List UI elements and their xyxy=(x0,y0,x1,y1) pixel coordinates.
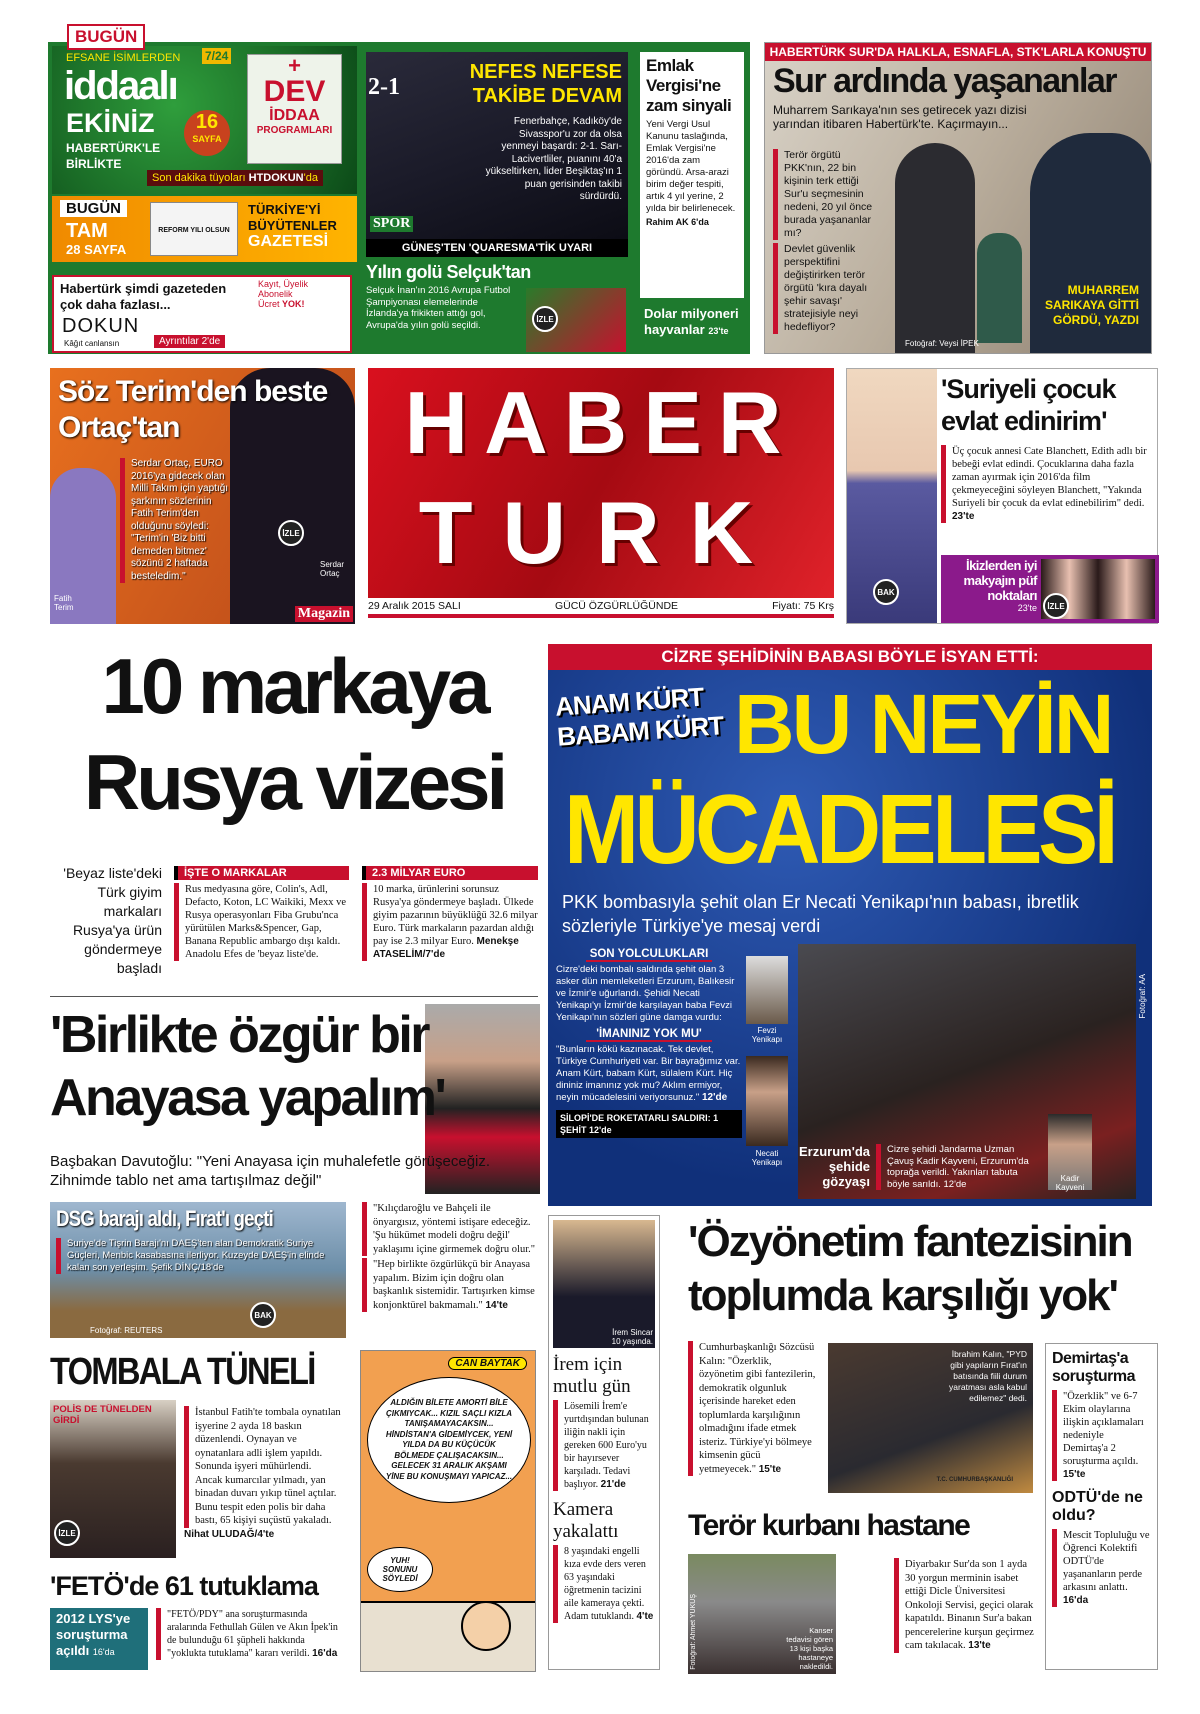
cizre-deck: PKK bombasıyla şehit olan Er Necati Yenikapı'nın babası, ibretlik sözleriyle Türkiye'ye mesaj verdi xyxy=(562,892,1079,936)
anayasa-quote-1: "Kılıçdaroğlu ve Bahçeli ile önyargısız, yöntemi istişare edeceğiz. 'Şu hükümet modeli doğru değil' yaklaşımı içine girmemek doğru olur." xyxy=(362,1202,538,1256)
ozyonetim-ref: 15'te xyxy=(758,1463,782,1475)
dev-label-3: PROGRAMLARI xyxy=(256,125,333,136)
tunnel-photo-tag: POLİS DE TÜNELDEN GİRDİ xyxy=(53,1404,152,1426)
kamera-ref: 4'te xyxy=(636,1611,654,1622)
kamera-body xyxy=(553,1545,655,1623)
ortac-caption: Serdar Ortaç xyxy=(320,560,345,578)
col1-body: Rus medyasına göre, Colin's, Adl, Defacto, Koton, LC Waikiki, Mexx ve Rusya operasyonları Fiba Grubu'nca yürütülen Marks&Spencer, Gap, Banana Republic ambargo dışı kaldı. Anadolu Efes de 'beyaz liste'de. xyxy=(174,883,349,961)
sub-son-yolculuklari: SON YOLCULUKLARI xyxy=(586,948,712,962)
cartoon-character xyxy=(461,1601,511,1651)
anayasa-story[interactable] xyxy=(50,1004,538,1200)
strip-suffix: 'da xyxy=(303,172,318,184)
rusya-col-2 xyxy=(362,866,538,961)
emlak-headline: Emlak Vergisi'ne zam sinyali xyxy=(646,56,732,115)
odtu-ref: 16'da xyxy=(1063,1595,1089,1606)
cizre-kicker xyxy=(554,680,724,751)
irem-ref: 21'de xyxy=(600,1479,626,1490)
kicker-1: ANAM KÜRT xyxy=(554,681,705,722)
logo-haber: HABER xyxy=(404,373,798,472)
dev-label-2: İDDAA xyxy=(269,107,320,124)
tombala-p1: İstanbul Fatih'te tombala oynatılan işyerine 2 ayda 18 baskın düzenlendi. Oynayan ve oynatanlara adli işlem yapıldı. Sonunda işyeri mühürlendi. xyxy=(184,1406,346,1474)
dolar-ref: 23'te xyxy=(708,326,729,336)
tombala-p2: Ancak kumarcılar yılmadı, yan binadan duvarı yıkıp tünel açtılar. Bunu tespit eden polis bir daha bastı, 65 kişiyi suçüstü yakaladı. xyxy=(184,1474,346,1528)
iddaa-724-tag: 7/24 xyxy=(202,48,231,64)
emlak-story[interactable] xyxy=(640,52,744,298)
free-4: YOK! xyxy=(282,299,305,309)
sur-photo-credit: Fotoğraf: Veysi İPEK xyxy=(905,339,979,348)
sport-footer: GÜNEŞ'TEN 'QUARESMA'TİK UYARI xyxy=(366,239,628,257)
selcuk-story[interactable] xyxy=(366,262,628,354)
cizre-body-1: Cizre'deki bombalı saldırıda şehit olan 3 asker dün memleketleri Erzurum, Balıkesir ve İzmir'e uğurlandı. Şehidi Necati Yenikapı'yı İzmir'de karşılayan baba Fevzi Yenikapı'nın sözleri güne damga vurdu: xyxy=(556,964,735,1023)
masthead-info xyxy=(368,598,834,618)
cartoon-desk xyxy=(361,1601,536,1672)
cartoon xyxy=(360,1350,536,1672)
motto: GÜCÜ ÖZGÜRLÜĞÜNDE xyxy=(554,600,679,612)
teror-body-text: Diyarbakır Sur'da son 1 ayda 30 yorgun merminin isabet ettiği Dicle Üniversitesi Onkoloji Servisi, geçici olarak kapatıldı. Binanın Sur'a bakan pencerelerine kurşun geçirmez cam takılacak. xyxy=(905,1559,1034,1651)
details-link[interactable]: Ayrıntılar 2'de xyxy=(154,335,225,348)
cizre-ref-2: 12'de xyxy=(701,1092,728,1103)
tam-pages: 28 SAYFA xyxy=(66,242,127,257)
htdokun-strip xyxy=(147,170,323,186)
free-1: Kayıt, Üyelik xyxy=(258,279,309,289)
ozyonetim-headline: 'Özyönetim fantezisinin toplumda karşılığı yok' xyxy=(688,1217,1132,1320)
lys-text: 2012 LYS'ye soruşturma açıldı xyxy=(56,1611,131,1658)
tombala-headline: TOMBALA TÜNELİ xyxy=(50,1351,315,1393)
twins-headline: İkizlerden iyi makyajın püf noktaları xyxy=(963,558,1037,603)
col2-body xyxy=(362,883,538,961)
dokun-headline xyxy=(60,281,226,313)
irem-headline: İrem için mutlu gün xyxy=(553,1354,631,1397)
tam-label: TAM xyxy=(66,220,108,242)
blanchett-body xyxy=(941,445,1155,523)
htdokun-promo[interactable] xyxy=(52,275,352,353)
izle-badge[interactable]: İZLE xyxy=(532,306,558,332)
irem-photo xyxy=(553,1220,655,1348)
dsg-body: Suriye'de Tişrin Barajı'nı DAEŞ'ten alan Demokratik Suriye Güçleri, Menbic kasabasına ilerliyor. Kuzeyde DAEŞ'in elinde kalan son yerleşim. Şefik DİNÇ/18'de xyxy=(56,1238,341,1274)
silopi-strip xyxy=(556,1110,742,1138)
irem-column[interactable] xyxy=(548,1215,660,1670)
dokun-line-1: Habertürk şimdi gazeteden xyxy=(60,281,227,296)
dolar-story[interactable] xyxy=(644,306,748,339)
emlak-byline: Rahim AK 6'da xyxy=(646,217,709,227)
hospital-photo xyxy=(688,1554,836,1674)
feto-body xyxy=(156,1608,346,1660)
feto-headline: 'FETÖ'de 61 tutuklama xyxy=(50,1571,318,1601)
rusya-headline-1: 10 markaya xyxy=(101,642,487,730)
necati-photo xyxy=(746,1056,788,1146)
rusya-deck: 'Beyaz liste'deki Türk giyim markaları Rusya'ya ürün göndermeye başladı xyxy=(63,865,162,976)
sub-imaniniz: 'İMANINIZ YOK MU' xyxy=(586,1028,712,1042)
terim-caption: Fatih Terim xyxy=(54,594,74,612)
anayasa-quote-2 xyxy=(362,1258,538,1312)
divider xyxy=(50,996,538,997)
sur-bullet-2: Devlet güvenlik perspektifini değiştirirken terör örgütü 'kıra dayalı şehir savaşı' stratejisiyle neyi hedefliyor? xyxy=(773,243,883,334)
dev-promo xyxy=(247,54,342,164)
odtu-body-text: Mescit Topluluğu ve Öğrenci Kolektifi ODTÜ'de yaşananların perde arkasını anlattı. xyxy=(1063,1530,1150,1593)
rusya-byline: Menekşe ATASELİM/7'de xyxy=(373,936,519,960)
ozyonetim-body-text: Cumhurbaşkanlığı Sözcüsü Kalın: "Özerklik, özyönetim gibi fantezilerin, demokratik olgunluk içerisinde hareket eden toplumlarda karşılığının olmadığını ifade etmek isteriz. Türkiye'yi bölmeye kimsenin gücü yetmeyecek." xyxy=(699,1342,816,1475)
tombala-story[interactable] xyxy=(50,1350,346,1565)
pages-circle xyxy=(184,110,230,156)
speech-bubble-2: YUH! SONUNU SÖYLEDİ xyxy=(367,1547,433,1592)
bugun-badge: BUGÜN xyxy=(67,24,145,50)
demirtas-body-text: "Özerklik" ve 6-7 Ekim olaylarına ilişkin açıklamaları nedeniyle Demirtaş'a 2 soruşturma açıldı. xyxy=(1063,1391,1144,1467)
teror-body xyxy=(894,1558,1034,1653)
cizre-quote: "Bunların kökü kazınacak. Tek devlet, Türkiye Cumhuriyeti var. Bir bayrağımız var. Anam Kürt, babam Kürt, sülalem Kürt. Hiç dininiz imanınız yok mu? Aklım ermiyor, neyin mücadelesini veriyorsunuz." xyxy=(556,1044,741,1103)
erzurum-ref: 12'de xyxy=(943,1178,967,1190)
twins-promo[interactable] xyxy=(941,555,1159,623)
tam-28-sayfa-promo[interactable] xyxy=(52,196,357,262)
terim-story[interactable] xyxy=(50,368,355,624)
anayasa-quotes xyxy=(362,1202,538,1312)
spor-section-label: SPOR xyxy=(370,216,413,232)
izle-badge[interactable]: İZLE xyxy=(54,1520,80,1546)
cizre-headline-2: MÜCADELESİ xyxy=(564,774,1115,884)
free-2: Abonelik xyxy=(258,289,293,299)
demirtas-ref: 15'te xyxy=(1063,1469,1086,1480)
kalin-caption: İbrahim Kalın, "PYD gibi yapıların Fırat'ın batısında fiili durum yaratması asla kabul edilemez" dedi. xyxy=(949,1349,1027,1403)
paper-thumbnail: REFORM YILI OLSUN xyxy=(150,202,238,256)
tombala-body xyxy=(184,1406,346,1541)
feto-body-text: "FETÖ/PDY" ana soruşturmasında aralarında Fethullah Gülen ve Akın İpek'in de bulunduğu 61 şüpheli hakkında "yoklukta tutuklama" kararı verildi. xyxy=(167,1609,338,1659)
pages-label: SAYFA xyxy=(192,134,222,144)
sur-headline: Sur ardında yaşananlar xyxy=(773,62,1117,100)
slogan-2: BÜYÜTENLER xyxy=(248,218,337,233)
logo-turk: TURK xyxy=(418,483,784,582)
kadir-caption: Kadir Kayveni xyxy=(1055,1174,1085,1192)
slogan-3: GAZETESİ xyxy=(248,233,329,250)
dev-label: DEV xyxy=(263,75,326,108)
odtu-body xyxy=(1052,1529,1151,1607)
tunnel-photo xyxy=(50,1400,176,1558)
dokun-tagline: Kâğıt canlansın xyxy=(64,339,120,348)
col2-title: 2.3 MİLYAR EURO xyxy=(362,866,538,880)
irem-body xyxy=(553,1400,655,1491)
lys-box[interactable] xyxy=(50,1608,148,1670)
cizre-story[interactable] xyxy=(548,644,1152,1206)
bugun-badge-2: BUGÜN xyxy=(60,200,127,217)
child-silhouette xyxy=(977,233,1022,343)
strip-brand: HTDOKUN xyxy=(248,172,304,184)
sport-headline xyxy=(470,60,622,108)
sur-banner: HABERTÜRK SUR'DA HALKLA, ESNAFLA, STK'LARLA KONUŞTU xyxy=(765,43,1151,61)
fevzi-caption: Fevzi Yenikapı xyxy=(751,1026,783,1044)
iddaa-promo[interactable] xyxy=(52,27,357,194)
col2-text: 10 marka, ürünlerini sorunsuz Rusya'ya göndermeye başladı. Ülkede giyim pazarının büyüklüğü 32.6 milyar Euro. Türk markaların pazardan aldığı pay ise 2.3 milyar Euro. xyxy=(373,884,538,947)
dokun-free xyxy=(258,279,308,309)
kicker-2: BABAM KÜRT xyxy=(556,710,725,752)
irem-body-text: Lösemili İrem'e yurtdışından bulunan iliğin nakli için gereken 600 Euro'yu bir hayırsever karşıladı. Tedavi başlıyor. xyxy=(564,1401,649,1490)
sur-bullet-1: Terör örgütü PKK'nın, 22 bin kişinin terk ettiği Sur'u seçmesinin nedeni, 20 yıl önce burada yaşananlar mı? xyxy=(773,149,883,240)
kamera-body-text: 8 yaşındaki engelli kıza evde ders veren 63 yaşındaki öğretmenin tacizini aile kameraya çekti. Adam tutuklandı. xyxy=(564,1546,646,1622)
feto-story[interactable] xyxy=(50,1570,346,1680)
bak-badge[interactable]: BAK xyxy=(250,1302,276,1328)
hospital-caption: Kanser tedavisi gören 13 kişi başka hastaneye nakledildi. xyxy=(786,1626,833,1671)
podium-label: T.C. CUMHURBAŞKANLIĞI xyxy=(936,1477,1013,1483)
cizre-banner: CİZRE ŞEHİDİNİN BABASI BÖYLE İSYAN ETTİ: xyxy=(548,644,1152,670)
erzurum-text: Cizre şehidi Jandarma Uzman Çavuş Kadir Kayveni, Erzurum'da toprağa verildi. Yakınları tabuta böyle sarıldı. xyxy=(887,1144,1029,1190)
iddaa-with: HABERTÜRK'LE BİRLİKTE xyxy=(66,141,161,171)
sport-headline-2: TAKİBE DEVAM xyxy=(472,85,622,107)
izle-badge[interactable]: İZLE xyxy=(1043,593,1069,619)
kalin-photo xyxy=(828,1343,1033,1493)
selcuk-body: Selçuk İnan'ın 2016 Avrupa Futbol Şampiyonası elemelerinde İzlanda'ya frikikten attığı gol, Avrupa'da yılın golü seçildi. xyxy=(366,285,511,331)
tombala-byline: Nihat ULUDAĞ/4'te xyxy=(184,1528,275,1540)
cizre-headline-1: BU NEYİN xyxy=(734,677,1112,771)
cizre-photo-credit: Fotoğraf: AA xyxy=(1138,974,1147,1019)
bak-badge[interactable]: BAK xyxy=(873,579,899,605)
sur-story[interactable] xyxy=(764,42,1152,354)
sport-body: Fenerbahçe, Kadıköy'de Sivasspor'u zor da olsa yenmeyi başardı: 2-1. Sarı- Lacivertliler, puanını 40'a yükseltirken, lider Beşiktaş'ın 1 puan gerisinden takibi sürdürdü. xyxy=(485,116,622,202)
issue-date: 29 Aralık 2015 SALI xyxy=(368,600,461,612)
twins-ref: 23'te xyxy=(1017,603,1037,613)
anayasa-quote-2-text: "Hep birlikte özgürlükçü bir Anayasa yapalım. Bizim için doğru olan başkanlık sistemidir. Tartışırken kimse konjonktürel bakmamalı." xyxy=(373,1259,535,1311)
demirtas-column[interactable] xyxy=(1045,1343,1158,1670)
slogan xyxy=(248,202,337,250)
demirtas-body xyxy=(1052,1390,1151,1481)
teror-story[interactable] xyxy=(688,1508,1038,1673)
dsg-credit: Fotoğraf: REUTERS xyxy=(90,1326,163,1335)
anayasa-ref: 14'te xyxy=(485,1299,508,1311)
ozyonetim-body xyxy=(688,1341,818,1476)
cartoon-author: CAN BAYTAK xyxy=(448,1357,527,1370)
rusya-headline-2: Rusya vizesi xyxy=(83,738,505,826)
rusya-col-1 xyxy=(174,866,349,961)
free-3: Ücret xyxy=(258,299,280,309)
silopi-text: SİLOPİ'DE ROKETATARLI SALDIRI: 1 ŞEHİT xyxy=(560,1113,719,1135)
blanchett-ref: 23'te xyxy=(952,511,975,522)
teror-ref: 13'te xyxy=(968,1640,991,1651)
plus-sign: + xyxy=(288,53,301,78)
magazin-section-label: Magazin xyxy=(295,606,353,622)
cizre-body-2 xyxy=(556,1044,742,1104)
slogan-1: TÜRKİYE'Yİ xyxy=(248,202,321,217)
ekiniz: EKİNİZ xyxy=(66,108,155,138)
selcuk-headline: Yılın golü Selçuk'tan xyxy=(366,262,531,282)
blanchett-body-text: Üç çocuk annesi Cate Blanchett, Edith adlı bir bebeği evlat edindi. Çocuklarına daha fazla zaman ayırmak için 2016'da film çekmeyeceğini söyleyen Blanchett, "Yakında Suriyeli bir çocuk da evlat edinebilirim" dedi. xyxy=(952,446,1147,509)
twins-text xyxy=(943,558,1037,614)
anayasa-headline: 'Birlikte özgür bir Anayasa yapalım' xyxy=(50,1006,445,1127)
demirtas-headline: Demirtaş'a soruşturma xyxy=(1052,1350,1136,1385)
blanchett-story[interactable] xyxy=(846,368,1158,624)
blanchett-headline: 'Suriyeli çocuk evlat edinirim' xyxy=(941,374,1116,436)
score: 2-1 xyxy=(368,74,400,100)
terim-headline: Söz Terim'den beste Ortaç'tan xyxy=(58,375,328,444)
cizre-text xyxy=(556,948,742,1138)
masthead-logo xyxy=(368,368,834,598)
men-silhouette xyxy=(895,143,975,353)
emlak-body: Yeni Vergi Usul Kanunu taslağında, Emlak Vergisi'ne 2016'da zam göründü. Arsa-arazi birim değer tespiti, artık 4 yıl yerine, 2 yılda bir belirlenecek. xyxy=(646,119,736,214)
rusya-story[interactable] xyxy=(50,638,538,988)
teror-headline: Terör kurbanı hastane xyxy=(688,1509,970,1542)
col1-title: İŞTE O MARKALAR xyxy=(174,866,349,880)
terim-body: Serdar Ortaç, EURO 2016'ya gidecek olan Milli Takım için yaptığı şarkının sözlerinin Fatih Terim'den olduğunu söyledi: "Terim'in 'Biz bitti demeden bitmez' sözünü 2 haftada besteledim." xyxy=(120,458,232,583)
pages-num: 16 xyxy=(195,111,219,133)
dolar-headline: Dolar milyoneri hayvanlar xyxy=(644,306,739,337)
speech-bubble: ALDIĞIN BİLETE AMORTİ BİLE ÇIKMIYCAK... KIZIL SAÇLI KIZLA TANIŞAMAYACAKSIN... HİNDİSTAN'A GİDEMİYCEK, YENİ YILDA DA BU KÜÇÜCÜK BÖLMEDE ÇALIŞACAKSIN... GELECEK 31 ARALIK AKŞAMI YİNE BU KONUŞMAYI YAPICAZ... xyxy=(367,1377,531,1503)
sur-tag: MUHARREM SARIKAYA GİTTİ GÖRDÜ, YAZDI xyxy=(1044,283,1139,327)
sur-deck: Muharrem Sarıkaya'nın ses getirecek yazı dizisi yarından itibaren Habertürk'te. Kaçırmayın... xyxy=(773,103,1027,131)
dsg-headline: DSG barajı aldı, Fırat'ı geçti xyxy=(56,1206,273,1231)
odtu-headline: ODTÜ'de ne oldu? xyxy=(1052,1489,1143,1524)
kamera-headline: Kamera yakalattı xyxy=(553,1499,619,1542)
irem-caption: İrem Sincar 10 yaşında. xyxy=(611,1328,653,1346)
erzurum-body xyxy=(876,1144,1038,1190)
erzurum-headline: Erzurum'da şehide gözyaşı xyxy=(799,1144,870,1189)
izle-badge[interactable]: İZLE xyxy=(278,520,304,546)
price: Fiyatı: 75 Krş xyxy=(772,600,834,612)
dokun-logo: DOKUN xyxy=(62,315,140,337)
sport-headline-1: NEFES NEFESE xyxy=(469,61,622,83)
sport-story[interactable] xyxy=(366,52,628,257)
hospital-credit: Fotoğraf: Ahmet YUKUŞ xyxy=(690,1594,697,1670)
anayasa-deck: Başbakan Davutoğlu: "Yeni Anayasa için muhalefetle görüşeceğiz. Zihnimde tablo net ama tartışılmaz değil" xyxy=(50,1153,491,1189)
dsg-story[interactable] xyxy=(50,1202,346,1338)
lys-ref: 16'da xyxy=(92,1647,115,1657)
dokun-line-2: çok daha fazlası... xyxy=(60,297,171,312)
iddaa-kicker: EFSANE İSİMLERDEN xyxy=(66,52,181,64)
fevzi-photo xyxy=(746,956,788,1024)
strip-text: Son dakika tüyoları xyxy=(152,172,246,184)
iddaa-brand: iddaalı xyxy=(64,64,177,108)
silopi-ref: 12'de xyxy=(589,1125,612,1135)
masthead xyxy=(368,368,834,622)
necati-caption: Necati Yenikapı xyxy=(751,1149,783,1167)
feto-ref: 16'da xyxy=(312,1648,338,1659)
